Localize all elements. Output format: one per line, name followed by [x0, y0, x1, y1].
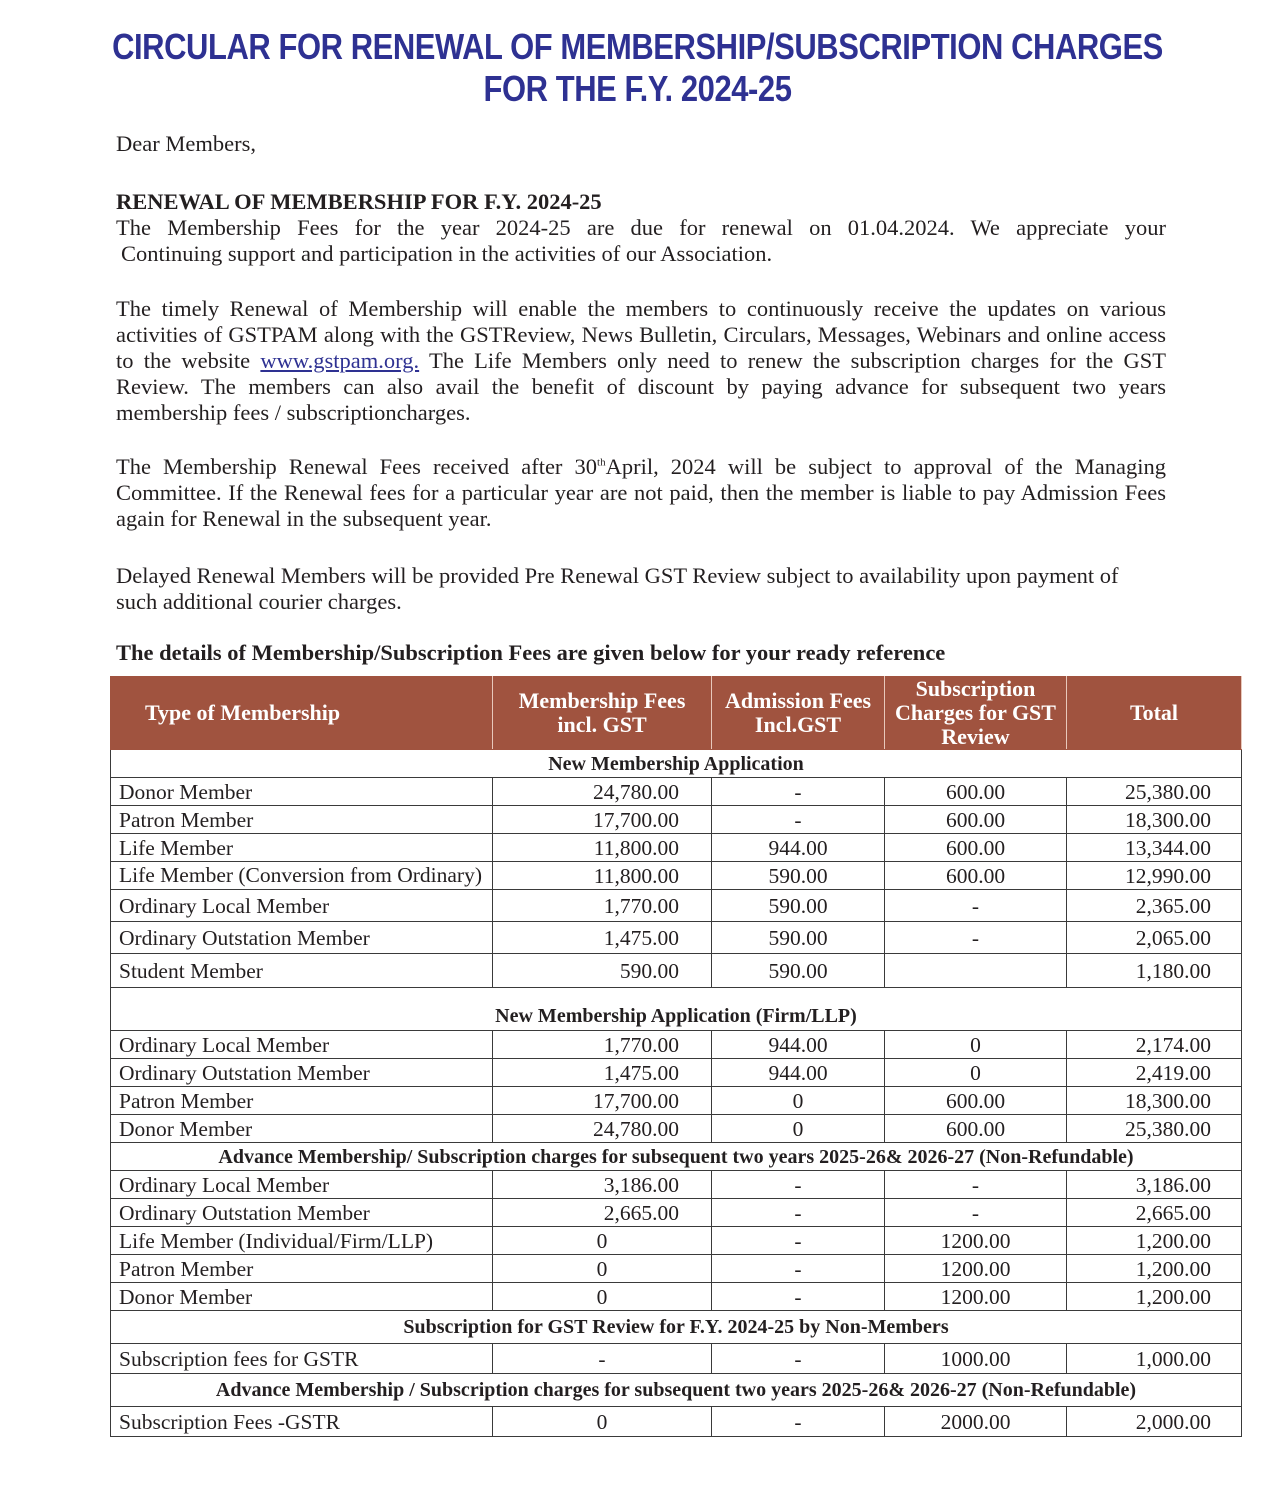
- column-header-membership-fees: Membership Fees incl. GST: [493, 677, 712, 750]
- table-row: Donor Member 24,780.00 0 600.00 25,380.00: [111, 1115, 1242, 1143]
- table-row: Donor Member 0 - 1200.00 1,200.00: [111, 1283, 1242, 1311]
- table-row: Patron Member 17,700.00 0 600.00 18,300.00: [111, 1087, 1242, 1115]
- intro-line-2: Continuing support and participation in the activities of our Association.: [121, 241, 773, 266]
- benefits-text-1: The timely Renewal of Membership will enable the members to continuously receive the updates on various activities of GSTPAM along with the GSTReview, News Bulletin, Circulars, Messages, Webinars and online access to the website: [116, 296, 1166, 373]
- late-fee-text-2: April, 2024 will be subject to approval of the Managing Committee. If the Renewal fees for a particular year are not paid, then the member is liable to pay Admission Fees again for Renewal in the subsequent year.: [116, 454, 1166, 531]
- benefits-paragraph: [116, 296, 1166, 426]
- table-row: Life Member (Individual/Firm/LLP) 0 - 1200.00 1,200.00: [111, 1227, 1242, 1255]
- table-row: Subscription Fees -GSTR 0 - 2000.00 2,000.00: [111, 1407, 1242, 1437]
- section-header-new-membership: New Membership Application: [111, 750, 1242, 778]
- table-row: Patron Member 17,700.00 - 600.00 18,300.00: [111, 806, 1242, 834]
- table-row: Subscription fees for GSTR - - 1000.00 1,000.00: [111, 1344, 1242, 1374]
- fees-table: [110, 676, 1242, 1437]
- column-header-admission-fees: Admission Fees Incl.GST: [712, 677, 885, 750]
- renewal-heading: RENEWAL OF MEMBERSHIP FOR F.Y. 2024-25: [116, 189, 602, 214]
- table-row: Student Member 590.00 590.00 1,180.00: [111, 954, 1242, 988]
- website-link[interactable]: www.gstpam.org.: [260, 348, 420, 373]
- late-fee-paragraph: [116, 454, 1166, 532]
- title-line-2: FOR THE F.Y. 2024-25: [483, 68, 792, 109]
- table-row: Life Member 11,800.00 944.00 600.00 13,344.00: [111, 834, 1242, 862]
- table-row: Donor Member 24,780.00 - 600.00 25,380.00: [111, 778, 1242, 806]
- table-row: Ordinary Outstation Member 1,475.00 944.00 0 2,419.00: [111, 1059, 1242, 1087]
- table-intro: The details of Membership/Subscription Fees are given below for your ready reference: [116, 640, 946, 665]
- column-header-type: Type of Membership: [111, 677, 493, 750]
- section-header-advance-membership: Advance Membership/ Subscription charges for subsequent two years 2025-26& 2026-27 (Non-Refundable): [111, 1143, 1242, 1171]
- title-line-1: CIRCULAR FOR RENEWAL OF MEMBERSHIP/SUBSCRIPTION CHARGES: [112, 26, 1163, 67]
- table-header-row: [111, 677, 1242, 750]
- ordinal-suffix: th: [597, 456, 606, 469]
- table-row: Ordinary Local Member 1,770.00 944.00 0 2,174.00: [111, 1031, 1242, 1059]
- table-row: Life Member (Conversion from Ordinary) 11,800.00 590.00 600.00 12,990.00: [111, 862, 1242, 890]
- section-header-firm-llp: New Membership Application (Firm/LLP): [111, 988, 1242, 1031]
- table-row: Ordinary Outstation Member 1,475.00 590.00 - 2,065.00: [111, 922, 1242, 954]
- table-row: Ordinary Local Member 1,770.00 590.00 - 2,365.00: [111, 890, 1242, 922]
- salutation: Dear Members,: [116, 131, 256, 156]
- intro-paragraph: [116, 215, 1166, 267]
- table-row: Ordinary Outstation Member 2,665.00 - - 2,665.00: [111, 1199, 1242, 1227]
- column-header-total: Total: [1067, 677, 1242, 750]
- benefits-text-2: The Life Members only need to renew the subscription charges for the GST Review. The members can also avail the benefit of discount by paying advance for subsequent two years membership fees / subscriptioncharges.: [116, 348, 1166, 425]
- intro-line-1: The Membership Fees for the year 2024-25 are due for renewal on 01.04.2024. We appreciate your: [116, 215, 1166, 240]
- column-header-subscription-charges: Subscription Charges for GST Review: [885, 677, 1067, 750]
- section-header-advance-subscription: Advance Membership / Subscription charges for subsequent two years 2025-26& 2026-27 (Non-Refundable): [111, 1374, 1242, 1407]
- section-header-non-member-subscription: Subscription for GST Review for F.Y. 2024-25 by Non-Members: [111, 1311, 1242, 1344]
- late-fee-text-1: The Membership Renewal Fees received after 30: [116, 454, 598, 479]
- page-title: [89, 26, 1186, 110]
- table-row: Ordinary Local Member 3,186.00 - - 3,186.00: [111, 1171, 1242, 1199]
- delayed-renewal-paragraph: Delayed Renewal Members will be provided Pre Renewal GST Review subject to availability upon payment of such additional courier charges.: [116, 563, 1119, 614]
- table-row: Patron Member 0 - 1200.00 1,200.00: [111, 1255, 1242, 1283]
